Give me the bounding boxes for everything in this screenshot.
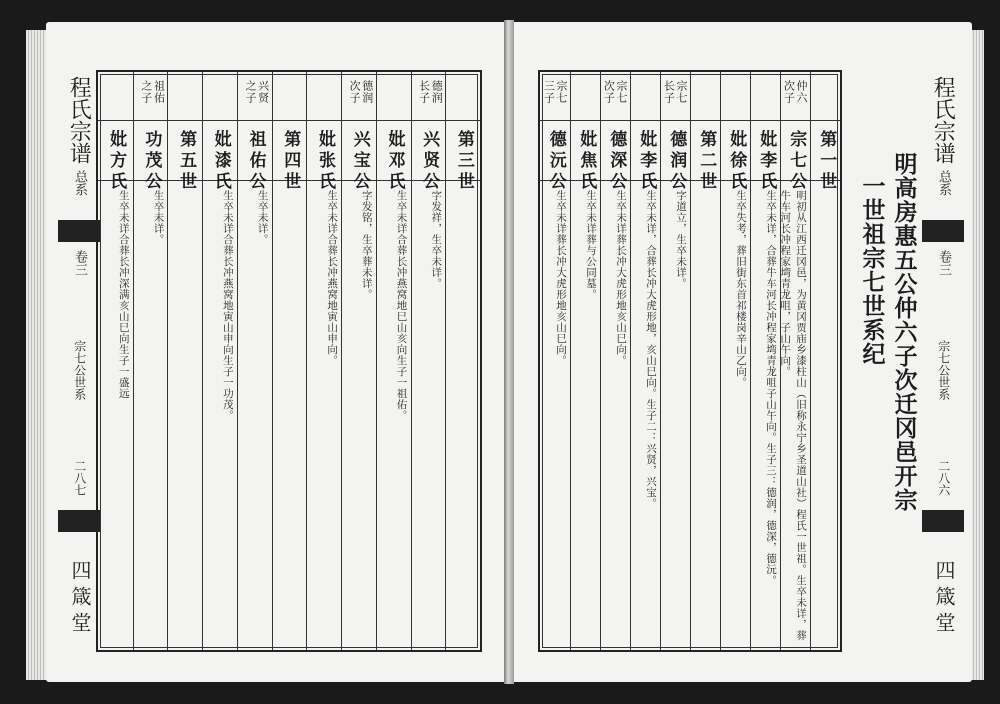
tab-mark [922,510,964,532]
genealogy-column [810,72,840,650]
genealogy-column [306,72,341,650]
genealogy-column [780,72,810,650]
page-number: 二八七 [72,460,87,496]
page-heading: 明高房惠五公仲六子次迁冈邑开宗 [890,152,918,512]
relation-header: 兴贤 之子 [243,80,270,104]
biography-text: 生卒未详合葬长冲燕窝地巳山亥向生子一祖佑。 [395,190,408,421]
page-number: 二八六 [936,460,951,496]
relation-header: 德润 长子 [417,80,444,104]
volume-label: 卷三 [935,250,951,276]
person-name: 妣李氏 [636,130,657,193]
genealogy-column [540,72,570,650]
left-page [46,22,506,682]
hall-name: 四箴堂 [68,560,92,638]
biography-text: 生卒未详，合葬牛车河长冲程家塆青龙咀子山午向。生子三：德润，德深，德沅。 [765,190,777,586]
biography-text: 生卒未详。 [256,190,269,245]
genealogy-column [167,72,202,650]
right-page [512,22,972,682]
genealogy-column [630,72,660,650]
biography-text: 生卒未详合葬长冲燕窝地寅山申向生子一功茂。 [221,190,234,421]
genealogy-column [690,72,720,650]
book-title: 程氏宗谱 [930,76,956,164]
person-name: 德沅公 [545,130,566,193]
genealogy-column [600,72,630,650]
genealogy-column [237,72,272,650]
left-page-tab [58,70,100,652]
person-name: 功茂公 [141,130,162,193]
person-name: 妣徐氏 [726,130,747,193]
relation-header: 德润 次子 [348,80,374,104]
biography-text: 生卒未详合葬长冲燕窝地寅山申向。 [326,190,339,366]
tab-mark [58,510,100,532]
person-name: 德深公 [606,130,627,193]
page-edge-left [26,30,48,680]
biography-text: 字发铭，生卒葬未详。 [360,190,373,300]
biography-text: 生卒未详。 [152,190,165,245]
person-name: 宗七公 [786,130,807,193]
person-name: 第五世 [176,130,197,193]
generation-range: 宗七公世系 [936,340,951,400]
tab-mark [58,220,100,242]
section-label: 总系 [935,170,951,196]
genealogy-column [660,72,690,650]
biography-text: 字发祥，生卒未详。 [430,190,443,289]
person-name: 妣方氏 [106,130,127,193]
person-name: 妣漆氏 [210,130,231,193]
person-name: 妣张氏 [314,130,335,193]
person-name: 妣焦氏 [576,130,597,193]
page-edge-right [970,30,984,680]
person-name: 妣邓氏 [384,130,405,193]
genealogy-column [98,72,133,650]
person-name: 第四世 [280,130,301,193]
relation-header: 宗七 三子 [542,80,568,104]
book-spine [504,20,514,684]
biography-text: 生卒未详合葬长冲深满亥山巳向生子一盛远 [117,190,130,399]
genealogy-table-left [96,70,482,652]
biography-text: 生卒未详葬长冲大虎形地亥山巳向。 [615,190,627,366]
biography-text: 生卒失考，葬旧街东首祁楼岗辛山乙向。 [735,190,747,388]
biography-text: 生卒未详葬长冲大虎形地亥山巳向。 [555,190,567,366]
genealogy-column [570,72,600,650]
book-title: 程氏宗谱 [66,76,92,164]
page-subheading: 一世祖宗七世系纪 [858,174,886,366]
hall-name: 四箴堂 [932,560,956,638]
person-name: 德润公 [666,130,687,193]
person-name: 妣李氏 [756,130,777,193]
relation-header: 宗七 长子 [662,80,688,104]
person-name: 兴贤公 [419,130,440,193]
relation-header: 宗七 次子 [602,80,628,104]
volume-label: 卷三 [71,250,87,276]
genealogy-column [720,72,750,650]
relation-header: 仲六 次子 [782,80,808,104]
genealogy-column [376,72,411,650]
tab-mark [922,220,964,242]
biography-text: 明初从江西迁冈邑，为黄冈贾庙乡漆柱山（旧称永宁乡圣道山社）程氏一世祖。生卒未详，葬牛车河长冲程家塆青龙咀，子山午向。 [779,190,807,641]
genealogy-table-right [538,70,842,652]
genealogy-column [445,72,480,650]
person-name: 祖佑公 [245,130,266,193]
genealogy-column [272,72,307,650]
person-name: 第一世 [816,130,837,193]
genealogy-column [411,72,446,650]
biography-text: 生卒未详，合葬长冲大虎形地，亥山巳向。生子二：兴贤，兴宝。 [645,190,657,509]
genealogy-column [202,72,237,650]
genealogy-column [133,72,168,650]
person-name: 第二世 [696,130,717,193]
biography-text: 生卒未详葬与公同墓。 [585,190,597,300]
genealogy-column [750,72,780,650]
genealogy-column [341,72,376,650]
relation-header: 祖佑 之子 [139,80,166,104]
person-name: 第三世 [453,130,474,193]
person-name: 兴宝公 [349,130,370,193]
section-label: 总系 [71,170,87,196]
biography-text: 字道立，生卒未详。 [675,190,687,289]
right-page-tab [922,70,964,652]
generation-range: 宗七公世系 [72,340,87,400]
